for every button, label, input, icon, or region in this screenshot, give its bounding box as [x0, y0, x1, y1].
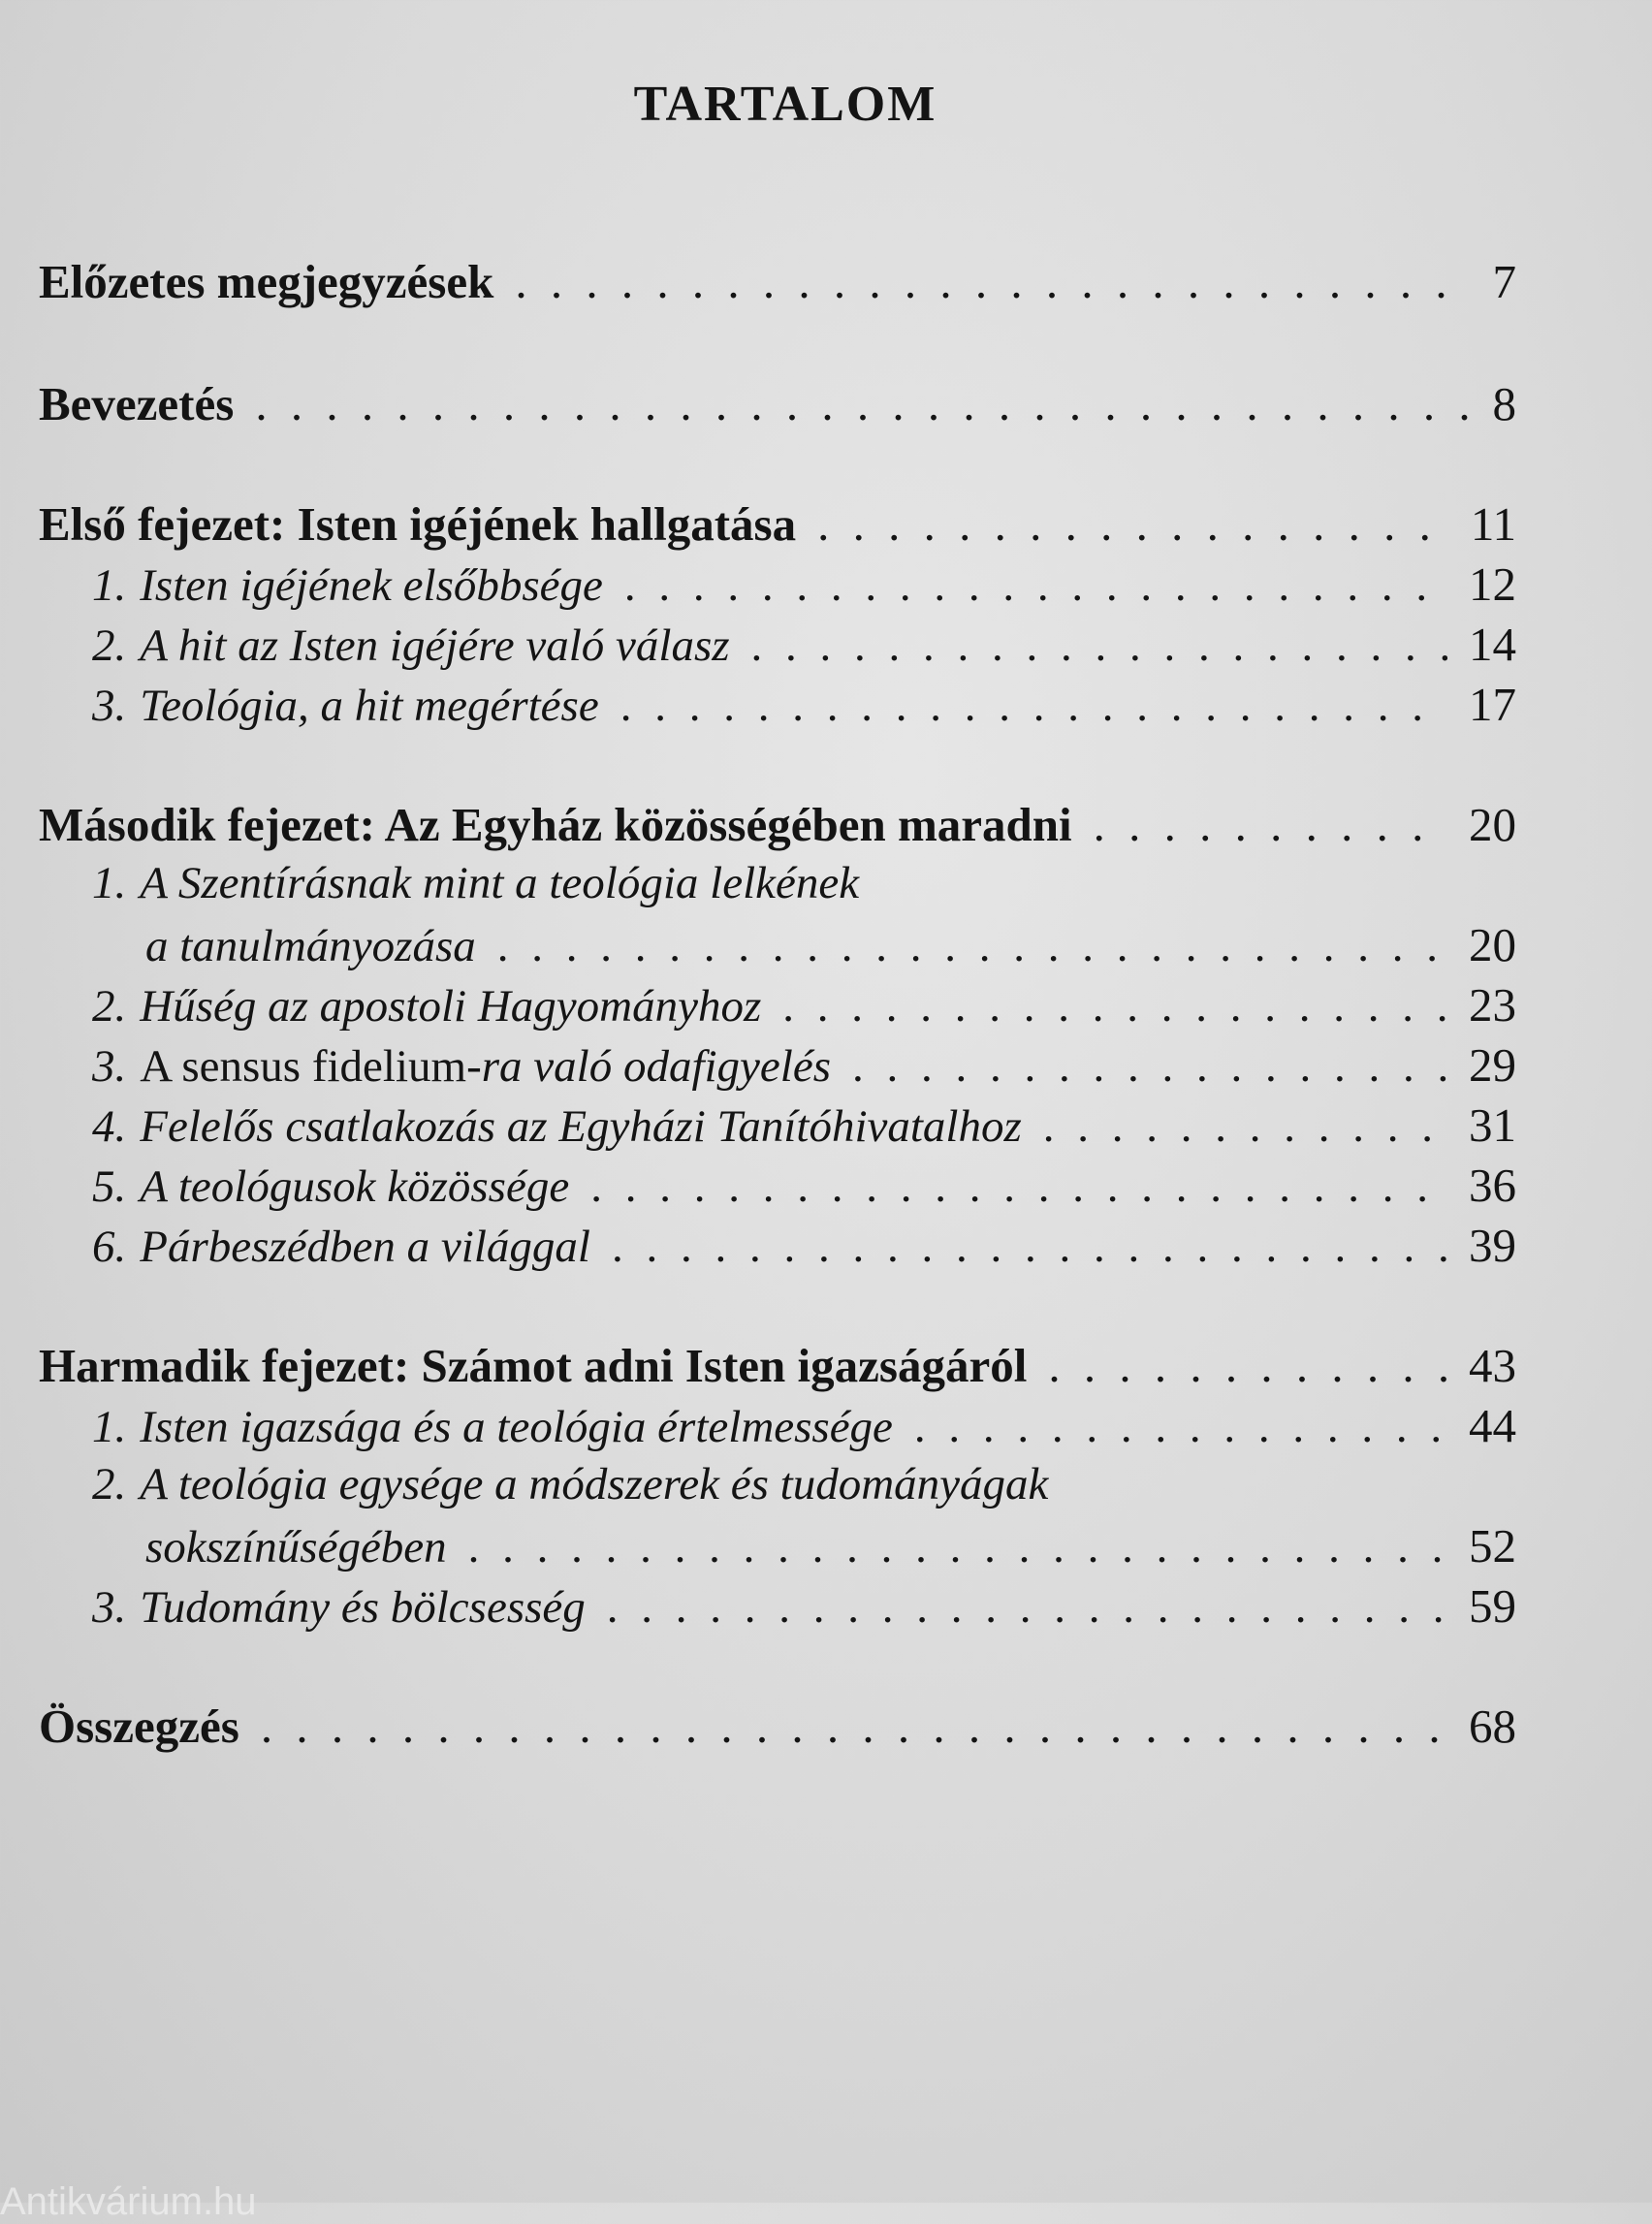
- dot-leader: [1094, 797, 1447, 852]
- dot-leader: [914, 1401, 1447, 1453]
- toc-entry-label: [92, 680, 599, 732]
- toc-entry-chapter-3[interactable]: [39, 1338, 1516, 1396]
- dot-leader: [852, 1040, 1447, 1093]
- toc-page-number: 36: [1469, 1159, 1516, 1212]
- toc-entry-label: [92, 1040, 831, 1093]
- toc-section-number: 1.: [92, 560, 127, 611]
- toc-entry-2-1-line-1[interactable]: [92, 857, 1516, 915]
- toc-entry-label: [92, 1221, 590, 1273]
- toc-page-number: 31: [1469, 1098, 1516, 1152]
- toc-entry-1-3[interactable]: [92, 677, 1516, 735]
- dot-leader: [1043, 1100, 1447, 1153]
- toc-section-number: 4.: [92, 1101, 127, 1152]
- toc-section-title: Párbeszédben a világgal: [140, 1222, 590, 1272]
- toc-section-title: ra való odafigyelés: [481, 1041, 831, 1092]
- toc-section-title: A teológusok közössége: [140, 1161, 570, 1212]
- toc-page-number: 11: [1470, 497, 1516, 551]
- toc-entry-introduction[interactable]: [39, 376, 1516, 434]
- toc-entry-label: [92, 1458, 1048, 1510]
- toc-section-number: 5.: [92, 1161, 127, 1212]
- toc-page-number: 8: [1492, 377, 1516, 430]
- page-title: TARTALOM: [633, 77, 937, 132]
- toc-section-number: 1.: [92, 1402, 127, 1452]
- toc-entry-label: [92, 1100, 1022, 1153]
- toc-section-number: 2.: [92, 981, 127, 1032]
- toc-section-title: A hit az Isten igéjére való válasz: [140, 620, 730, 671]
- toc-entry-label: Bevezetés: [39, 377, 235, 430]
- toc-section-number: 1.: [92, 858, 127, 908]
- toc-section-number: 2.: [92, 620, 127, 671]
- toc-page-number: 44: [1469, 1399, 1516, 1452]
- toc-entry-summary[interactable]: [39, 1699, 1516, 1757]
- toc-entry-2-5[interactable]: [92, 1158, 1516, 1216]
- toc-entry-label: [92, 620, 730, 672]
- toc-entry-label: sokszínűségében: [145, 1522, 447, 1573]
- toc-entry-label: Összegzés: [39, 1700, 239, 1753]
- toc-page-number: 20: [1469, 918, 1516, 971]
- toc-entry-2-6[interactable]: [92, 1218, 1516, 1276]
- toc-entry-3-1[interactable]: [92, 1398, 1516, 1456]
- dot-leader: [751, 620, 1447, 672]
- toc-page-number: 39: [1469, 1219, 1516, 1272]
- toc-section-title: Isten igazsága és a teológia értelmessége: [140, 1402, 893, 1452]
- toc-entry-chapter-2[interactable]: [39, 797, 1516, 855]
- toc-entry-preliminary-notes[interactable]: [39, 254, 1516, 312]
- dot-leader: [620, 680, 1447, 732]
- dot-leader: [468, 1521, 1447, 1573]
- toc-page-number: 59: [1469, 1579, 1516, 1633]
- toc-section-title: Hűség az apostoli Hagyományhoz: [140, 981, 762, 1032]
- dot-leader: [612, 1221, 1447, 1273]
- toc-entry-3-3[interactable]: [92, 1578, 1516, 1636]
- toc-section-title: Isten igéjének elsőbbsége: [140, 560, 603, 611]
- dot-leader: [590, 1160, 1447, 1213]
- dot-leader: [1048, 1338, 1447, 1393]
- toc-section-title: A teológia egysége a módszerek és tudományágak: [140, 1459, 1049, 1509]
- toc-entry-label: [92, 1581, 586, 1634]
- toc-page-number: 23: [1469, 978, 1516, 1032]
- toc-section-title: Felelős csatlakozás az Egyházi Tanítóhivatalhoz: [140, 1101, 1022, 1152]
- dot-leader: [782, 980, 1447, 1033]
- toc-page-number: 17: [1469, 678, 1516, 731]
- toc-entry-2-1-line-2[interactable]: [145, 917, 1516, 975]
- dot-leader: [497, 920, 1447, 972]
- toc-page-number: 29: [1469, 1038, 1516, 1092]
- toc-entry-label: Harmadik fejezet: Számot adni Isten igazságáról: [39, 1339, 1028, 1392]
- toc-page-number: 20: [1469, 798, 1516, 851]
- toc-entry-label: a tanulmányozása: [145, 921, 476, 971]
- toc-section-title: Tudomány és bölcsesség: [140, 1582, 586, 1633]
- dot-leader: [817, 496, 1449, 552]
- toc-page-number: 43: [1469, 1339, 1516, 1392]
- dot-leader: [515, 254, 1471, 309]
- toc-entry-label: [92, 559, 603, 612]
- dot-leader: [261, 1699, 1447, 1754]
- toc-section-number: 3.: [92, 681, 127, 731]
- toc-section-title: Teológia, a hit megértése: [140, 681, 599, 731]
- dot-leader: [624, 559, 1447, 612]
- dot-leader: [607, 1581, 1447, 1634]
- toc-page-number: 12: [1469, 557, 1516, 611]
- toc-entry-label: [92, 857, 859, 909]
- toc-section-number: 6.: [92, 1222, 127, 1272]
- toc-page-number: 7: [1492, 255, 1516, 308]
- toc-section-title-upright: A sensus fidelium-: [140, 1041, 482, 1092]
- toc-entry-label: Előzetes megjegyzések: [39, 255, 494, 308]
- toc-entry-1-2[interactable]: [92, 617, 1516, 675]
- toc-section-number: 2.: [92, 1459, 127, 1509]
- toc-entry-label: [92, 980, 761, 1033]
- toc-entry-label: [92, 1401, 893, 1453]
- toc-entry-3-2-line-1[interactable]: [92, 1458, 1516, 1516]
- toc-entry-2-2[interactable]: [92, 977, 1516, 1035]
- watermark: Antikvárium.hu: [0, 2180, 257, 2223]
- toc-entry-1-1[interactable]: [92, 556, 1516, 615]
- toc-entry-2-4[interactable]: [92, 1097, 1516, 1156]
- toc-entry-label: [92, 1160, 569, 1213]
- toc-entry-label: Első fejezet: Isten igéjének hallgatása: [39, 497, 797, 551]
- toc-section-title: A Szentírásnak mint a teológia lelkének: [140, 858, 860, 908]
- toc-entry-2-3[interactable]: [92, 1037, 1516, 1096]
- toc-page-number: 14: [1469, 618, 1516, 671]
- toc-page-number: 68: [1469, 1700, 1516, 1753]
- toc-page-number: 52: [1469, 1519, 1516, 1573]
- toc-section-number: 3.: [92, 1582, 127, 1633]
- dot-leader: [255, 376, 1471, 431]
- toc-section-number: 3.: [92, 1041, 127, 1092]
- toc-entry-chapter-1[interactable]: [39, 496, 1516, 555]
- toc-entry-3-2-line-2[interactable]: [145, 1518, 1516, 1576]
- toc-entry-label: Második fejezet: Az Egyház közösségében maradni: [39, 798, 1072, 851]
